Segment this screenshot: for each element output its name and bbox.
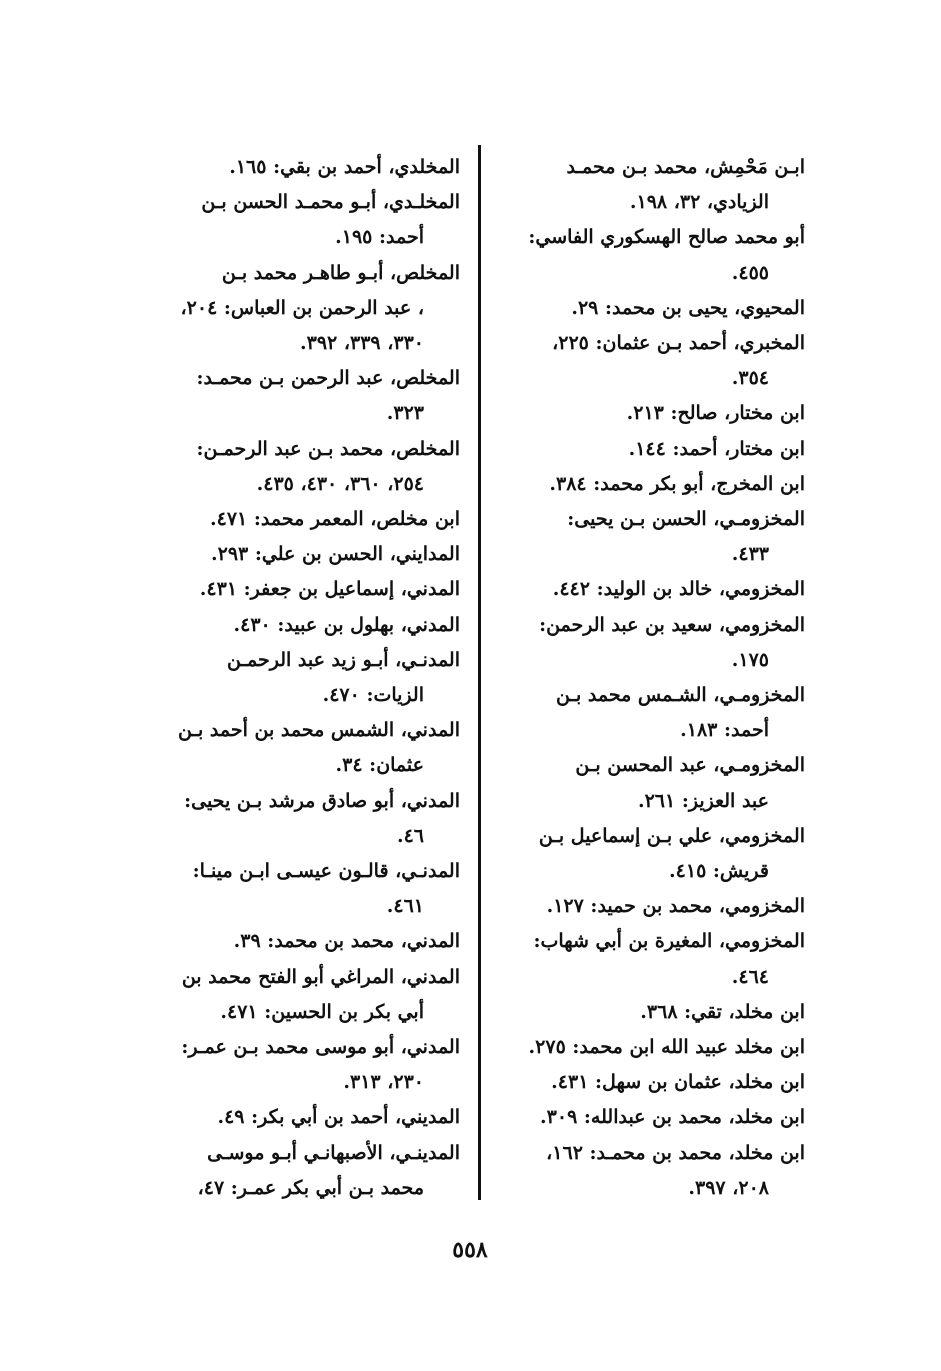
index-entry — [150, 1030, 460, 1100]
entry-text: المدايني، الحسن بن علي: ٢٩٣. — [211, 543, 460, 566]
entry-text: المدني، أبو موسى محمد بـن عمـر: — [181, 1036, 460, 1059]
index-entry — [495, 889, 805, 924]
index-entry — [495, 396, 805, 431]
index-entry — [150, 854, 460, 924]
entry-text: ابن مخلص، المعمر محمد: ٤٧١. — [210, 508, 460, 531]
entry-continuation: ، عبد الرحمن بن العباس: ٢٠٤، — [180, 296, 424, 319]
entry-continuation: ٤٦٤. — [731, 965, 769, 988]
entry-continuation: ٣٥٤. — [731, 367, 769, 390]
column-divider — [478, 145, 481, 1200]
index-entry — [495, 1030, 805, 1065]
entry-text: المدينـي، الأصبهانـي أبـو موسـى — [207, 1141, 460, 1164]
entry-continuation: ١٧٥. — [731, 648, 769, 671]
entry-continuation: الزيادي، ٣٢، ١٩٨. — [629, 191, 769, 214]
index-entry — [150, 432, 460, 502]
entry-text: المخزومـي، الحسن بـن يحيى: — [567, 508, 805, 531]
entry-text: المخزومي، المغيرة بن أبي شهاب: — [533, 930, 805, 953]
entry-text: المحيوي، يحيى بن محمد: ٢٩. — [571, 296, 805, 319]
entry-text: ابن المخرج، أبو بكر محمد: ٣٨٤. — [549, 472, 805, 495]
entry-text: المدنـي، أبـو زيد عبد الرحمـن — [226, 648, 460, 671]
index-entry — [150, 924, 460, 959]
entry-continuation: ٤٦١. — [386, 895, 424, 918]
page-number: ٥٥٨ — [452, 1237, 488, 1263]
entry-continuation: ٣٣٠، ٣٣٩، ٣٩٢. — [300, 332, 424, 355]
entry-continuation: عثمان: ٣٤. — [335, 754, 424, 777]
index-entry — [495, 924, 805, 994]
index-entry — [150, 326, 460, 361]
entry-continuation: عبد العزيز: ٢٦١. — [637, 789, 769, 812]
index-entry — [150, 608, 460, 643]
index-entry — [150, 1136, 460, 1206]
entry-continuation: أبي بكر بن الحسين: ٤٧١. — [220, 1000, 424, 1023]
entry-text: المخزومي، خالد بن الوليد: ٤٤٢. — [552, 578, 805, 601]
entry-text: المدني، أبو صادق مرشد بـن يحيى: — [184, 789, 460, 812]
entry-text: المخزومـي، الشـمس محمد بـن — [555, 684, 805, 707]
entry-text: المخزومـي، عبد المحسن بـن — [575, 754, 805, 777]
index-entry — [495, 291, 805, 326]
index-entry — [150, 1100, 460, 1135]
entry-text: ابن مخلد، محمد بن محمـد: ١٦٢، — [546, 1141, 805, 1164]
index-entry — [150, 150, 460, 185]
index-entry — [495, 1100, 805, 1135]
index-entry — [150, 784, 460, 854]
index-entry — [150, 185, 460, 255]
index-entry — [495, 572, 805, 607]
entry-text: المديني، أحمد بن أبي بكر: ٤٩. — [217, 1106, 460, 1129]
entry-text: ابن مخلد، تقي: ٣٦٨. — [640, 1000, 805, 1023]
index-entry — [495, 995, 805, 1030]
index-entry — [495, 819, 805, 889]
entry-continuation: ٢٣٠، ٣١٣. — [343, 1071, 424, 1094]
entry-text: المخلدي، أحمد بن بقي: ١٦٥. — [229, 156, 460, 178]
entry-continuation: أحمد: ١٨٣. — [680, 719, 769, 742]
index-entry — [495, 467, 805, 502]
entry-text: ابن مخلد، محمد بن عبدالله: ٣٠٩. — [540, 1106, 805, 1129]
entry-continuation: ٢٠٨، ٣٩٧. — [688, 1176, 769, 1199]
entry-continuation: ٤٦. — [396, 824, 424, 847]
entry-text: ابن مختار، صالح: ٢١٣. — [626, 402, 805, 425]
entry-text: المدني، إسماعيل بن جعفر: ٤٣١. — [199, 578, 460, 601]
index-entry — [150, 713, 460, 783]
entry-text: ابن مختار، أحمد: ١٤٤. — [628, 437, 805, 460]
index-entry — [150, 256, 460, 326]
entry-text: المخلص، محمد بـن عبد الرحمـن: — [196, 437, 460, 460]
entry-text: المخلص، أبـو طاهـر محمد بـن — [221, 261, 460, 284]
index-entry — [495, 678, 805, 748]
entry-continuation: ٤٥٥. — [731, 261, 769, 284]
entry-continuation: محمد بـن أبي بكر عمـر: ٤٧، — [197, 1176, 424, 1199]
index-entry — [150, 502, 460, 537]
entry-text: المخزومي، علي بـن إسماعيل بـن — [538, 824, 805, 847]
index-entry — [150, 572, 460, 607]
entry-text: المخزومي، سعيد بن عبد الرحمن: — [539, 613, 805, 636]
index-entry — [495, 150, 805, 220]
index-column-right — [495, 150, 805, 1206]
index-entry — [495, 1136, 805, 1206]
index-entry — [495, 432, 805, 467]
entry-text: المدني، بهلول بن عبيد: ٤٣٠. — [233, 613, 460, 636]
entry-text: ابن مخلد عبيد الله ابن محمد: ٢٧٥. — [528, 1036, 805, 1059]
index-entry — [495, 1065, 805, 1100]
entry-text: المخلص، عبد الرحمن بـن محمـد: — [196, 367, 460, 390]
entry-text: المخلـدي، أبـو محمـد الحسن بـن — [201, 191, 460, 214]
entry-text: المخزومي، محمد بن حميد: ١٢٧. — [546, 895, 805, 918]
entry-text: المدني، الشمس محمد بن أحمد بـن — [177, 719, 460, 742]
entry-continuation: أحمد: ١٩٥. — [335, 226, 424, 249]
entry-text: المدني، محمد بن محمد: ٣٩. — [233, 930, 460, 953]
index-entry — [495, 748, 805, 818]
index-entry — [495, 326, 805, 396]
index-column-left — [150, 150, 460, 1206]
entry-continuation: ٣٢٣. — [386, 402, 424, 425]
index-entry — [495, 502, 805, 572]
entry-text: المخبري، أحمد بـن عثمان: ٢٢٥، — [552, 332, 805, 355]
index-entry — [150, 960, 460, 1030]
entry-continuation: قريش: ٤١٥. — [669, 860, 769, 883]
entry-text: أبو محمد صالح الهسكوري الفاسي: — [528, 226, 805, 249]
index-entry — [150, 537, 460, 572]
entry-text: المدني، المراغي أبو الفتح محمد بن — [181, 965, 460, 988]
entry-text: ابن مخلد، عثمان بن سهل: ٤٣١. — [551, 1071, 805, 1094]
entry-text: ابـن مَحْمِش، محمد بـن محمـد — [566, 156, 805, 178]
index-entry — [495, 608, 805, 678]
index-entry — [495, 220, 805, 290]
index-entry — [150, 643, 460, 713]
entry-text: المدنـي، قالـون عيسـى ابـن مينـا: — [192, 860, 460, 883]
entry-continuation: ٤٣٣. — [731, 543, 769, 566]
index-entry — [150, 361, 460, 431]
entry-continuation: الزيات: ٤٧٠. — [322, 684, 424, 707]
entry-continuation: ٢٥٤، ٣٦٠، ٤٣٠، ٤٣٥. — [256, 472, 424, 495]
